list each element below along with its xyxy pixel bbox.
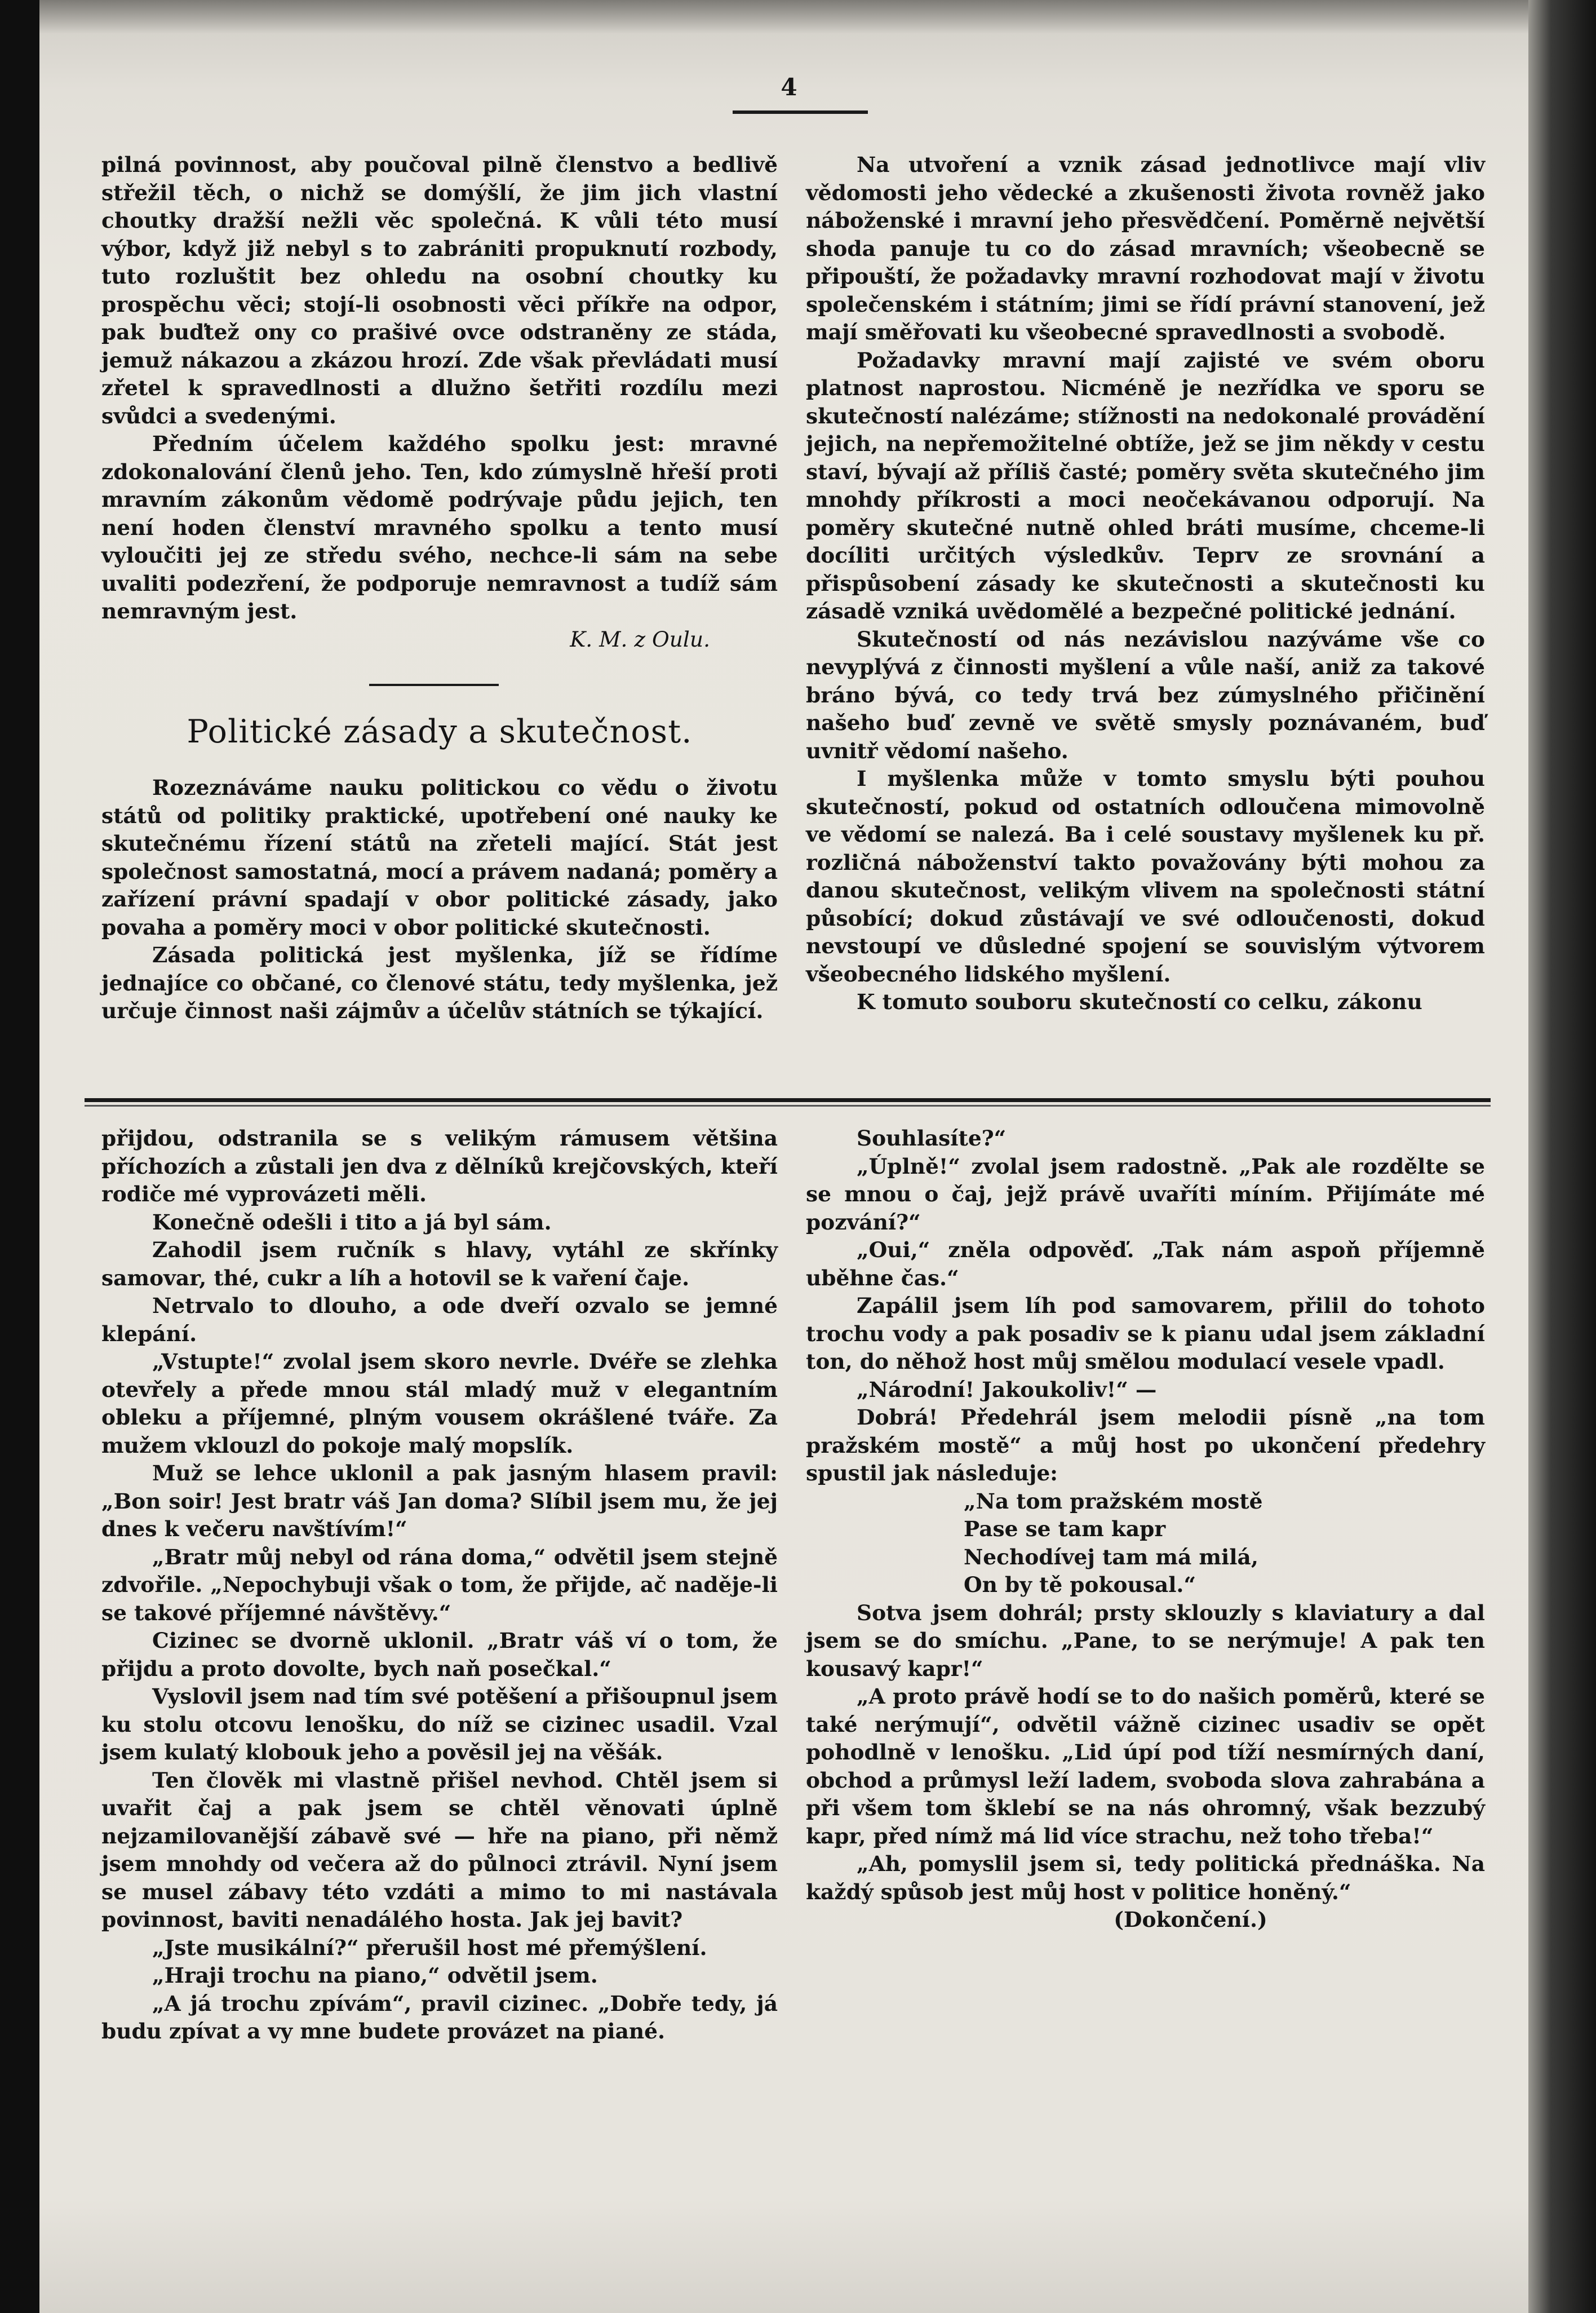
top-right-column: [806, 151, 1485, 1016]
scan-edge-top: [0, 0, 1596, 34]
feuilleton-divider: [85, 1098, 1491, 1102]
paragraph: Na utvoření a vznik zásad jednotlivce mají vliv vědomosti jeho vědecké a zkušenosti života rovněž jako náboženské i mravní jeho přesvědčení. Poměrně největší shoda panuje tu co do zásad mravních; všeobecně se připouští, že požadavky mravní rozhodovat mají v životu společenském i státním; jimi se řídí právní stanovení, jež mají směřovati ku všeobecné spravedlnosti a svobodě.: [806, 152, 1485, 344]
scan-edge-right: [1528, 0, 1596, 2313]
paragraph: „Bratr můj nebyl od rána doma,“ odvětil jsem stejně zdvořile. „Nepochybuji však o tom, že přijde, ač naděje-li se takové příjemné návštěvy.“: [101, 1544, 778, 1625]
paragraph: „A proto právě hodí se to do našich poměrů, které se také nerýmují“, odvětil vážně cizinec usadiv se opět pohodlně v lenošku. „Lid úpí pod tíží nesmírných daní, obchod a průmysl leží ladem, svoboda slova zahrabána a při všem tom šklebí se na nás ohromný, však bezzubý kapr, před nímž má lid více strachu, než toho třeba!“: [806, 1684, 1485, 1848]
paragraph: pilná povinnost, aby poučoval pilně členstvo a bedlivě střežil těch, o nichž se domýšlí, že jim jich vlastní choutky dražší nežli věc společná. K vůli této musí výbor, když již nebyl s to zabrániti propuknutí rozbody, tuto rozluštit bez ohledu na osobní choutky ku prospěchu věci; stojí-li osobnosti věci příkře na odpor, pak buďtež ony co prašivé ovce odstraněny ze stáda, jemuž nákazou a zkázou hrozí. Zde však převládati musí zřetel k spravedlnosti a dlužno šetřiti rozdílu mezi svůdci a svedenými.: [101, 152, 778, 428]
page-number-rule: [733, 110, 868, 114]
paragraph: „Oui,“ zněla odpověď. „Tak nám aspoň příjemně uběhne čas.“: [806, 1237, 1485, 1290]
paragraph: „Národní! Jakoukoliv!“ —: [857, 1377, 1157, 1402]
paragraph: Zahodil jsem ručník s hlavy, vytáhl ze skřínky samovar, thé, cukr a líh a hotovil se k vaření čaje.: [101, 1237, 778, 1290]
paragraph: K tomuto souboru skutečností co celku, zákonu: [857, 989, 1422, 1014]
verse-line: Nechodívej tam má milá,: [964, 1544, 1258, 1569]
paragraph: Konečně odešli i tito a já byl sám.: [152, 1209, 552, 1235]
paragraph: Souhlasíte?“: [857, 1126, 1007, 1151]
verse-line: On by tě pokousal.“: [964, 1572, 1196, 1597]
paragraph: Netrvalo to dlouho, a ode dveří ozvalo se jemné klepání.: [101, 1293, 778, 1346]
paragraph: Rozeznáváme nauku politickou co vědu o životu států od politiky praktické, upotřebení oné nauky ke skutečnému řízení států na zřeteli mající. Stát jest společnost samostatná, mocí a právem nadaná; poměry a zařízení právní spadají v obor politické zásady, jako povaha a poměry moci v obor politické skutečnosti.: [101, 775, 778, 940]
paragraph: Zásada politická jest myšlenka, jíž se řídíme jednajíce co občané, co členové státu, tedy myšlenka, jež určuje činnost naši zájmův a účelův státních se týkající.: [101, 943, 778, 1023]
paragraph: Skutečností od nás nezávislou nazýváme vše co nevyplývá z činnosti myšlení a vůle naší, aniž za takové bráno bývá, co tedy trvá bez zúmyslného přičinění našeho buď zevně ve světě smysly poznávaném, buď uvnitř vědomí našeho.: [806, 626, 1485, 763]
scan-edge-left: [0, 0, 39, 2313]
paragraph: Předním účelem každého spolku jest: mravné zdokonalování členů jeho. Ten, kdo zúmyslně hřeší proti mravním zákonům vědomě podrývaje půdu jejich, ten není hoden členství mravného spolku a tento musí vyloučiti jej ze středu svého, nechce-li sám na sebe uvaliti podezření, že podporuje nemravnost a tudíž sám nemravným jest.: [101, 431, 778, 623]
section-rule: [369, 684, 499, 686]
paragraph: „Hraji trochu na piano,“ odvětil jsem.: [152, 1963, 598, 1988]
author-signature: K. M. z Oulu.: [570, 626, 710, 652]
feuilleton-divider-thin: [85, 1105, 1491, 1107]
paragraph: Zapálil jsem líh pod samovarem, přilil do tohoto trochu vody a pak posadiv se k pianu udal jsem základní ton, do něhož host můj smělou modulací vesele vpadl.: [806, 1293, 1485, 1374]
song-verse: [806, 1488, 1485, 1599]
to-be-continued-note: (Dokončení.): [1114, 1907, 1267, 1932]
paragraph: „Vstupte!“ zvolal jsem skoro nevrle. Dvéře se zlehka otevřely a přede mnou stál mladý muž v elegantním obleku a příjemné, plným vousem okrášlené tváře. Za mužem vklouzl do pokoje malý mopslík.: [101, 1349, 778, 1458]
article-title: Politické zásady a skutečnost.: [187, 713, 693, 750]
paragraph: I myšlenka může v tomto smyslu býti pouhou skutečností, pokud od ostatních odloučena mimovolně ve vědomí se nalezá. Ba i celé soustavy myšlenek ku př. rozličná náboženství takto považovány býti mohou za danou skutečnost, velikým vlivem na společnosti státní působící; dokud zůstávají ve své odloučenosti, dokud nevstoupí ve důsledné spojení se souvislým výtvorem všeobecného lidského myšlení.: [806, 766, 1485, 987]
paragraph: Ten člověk mi vlastně přišel nevhod. Chtěl jsem si uvařit čaj a pak jsem se chtěl věnovati úplně nejzamilovanější zábavě své — hře na piano, při němž jsem mnohdy od večera až do půlnoci ztrávil. Nyní jsem se musel zábavy této vzdáti a mimo to mi nastávala povinnost, baviti nenadálého hosta. Jak jej bavit?: [101, 1767, 778, 1932]
bottom-right-column: [806, 1125, 1485, 1934]
paragraph: Vyslovil jsem nad tím své potěšení a přišoupnul jsem ku stolu otcovu lenošku, do níž se cizinec usadil. Vzal jsem kulatý klobouk jeho a pověsil jej na věšák.: [101, 1684, 778, 1764]
bottom-left-column: [101, 1125, 778, 2046]
top-left-column: [101, 151, 778, 1025]
paragraph: přijdou, odstranila se s velikým rámusem většina příchozích a zůstali jen dva z dělníků krejčovských, kteří rodiče mé vyprovázeti měli.: [101, 1126, 778, 1206]
paragraph: Cizinec se dvorně uklonil. „Bratr váš ví o tom, že přijdu a proto dovolte, bych naň posečkal.“: [101, 1628, 778, 1681]
paragraph: „Ah, pomyslil jsem si, tedy politická přednáška. Na každý spůsob jest můj host v politice honěný.“: [806, 1851, 1485, 1904]
page-number: 4: [781, 73, 797, 101]
paragraph: Dobrá! Předehrál jsem melodii písně „na tom pražském mostě“ a můj host po ukončení předehry spustil jak následuje:: [806, 1405, 1485, 1485]
paragraph: „Jste musikální?“ přerušil host mé přemýšlení.: [152, 1935, 707, 1960]
paragraph: „Úplně!“ zvolal jsem radostně. „Pak ale rozdělte se se mnou o čaj, jejž právě uvaříti míním. Přijímáte mé pozvání?“: [806, 1153, 1485, 1235]
verse-line: „Na tom pražském mostě: [964, 1488, 1263, 1514]
paragraph: Muž se lehce uklonil a pak jasným hlasem pravil: „Bon soir! Jest bratr váš Jan doma? Slíbil jsem mu, že jej dnes k večeru navštívím!“: [101, 1461, 778, 1541]
paragraph: „A já trochu zpívám“, pravil cizinec. „Dobře tedy, já budu zpívat a vy mne budete provázet na piané.: [101, 1991, 778, 2044]
paragraph: Požadavky mravní mají zajisté ve svém oboru platnost naprostou. Nicméně je nezřídka ve sporu se skutečností nalézáme; stížnosti na nedokonalé provádění jejich, na nepřemožitelné obtíže, jež se jim někdy v cestu staví, bývají až příliš časté; poměry světa skutečného jim mnohdy příkrosti a moci neočekávanou odporují. Na poměry skutečné nutně ohled bráti musíme, chceme-li docíliti určitých výsledkův. Teprv ze srovnání a přispůsobení zásady ke skutečnosti a skutečnosti ku zásadě vzniká uvědomělé a bezpečné politické jednání.: [806, 347, 1485, 623]
paragraph: Sotva jsem dohrál; prsty sklouzly s klaviatury a dal jsem se do smíchu. „Pane, to se nerýmuje! A pak ten kousavý kapr!“: [806, 1600, 1485, 1681]
verse-line: Pase se tam kapr: [964, 1516, 1166, 1541]
